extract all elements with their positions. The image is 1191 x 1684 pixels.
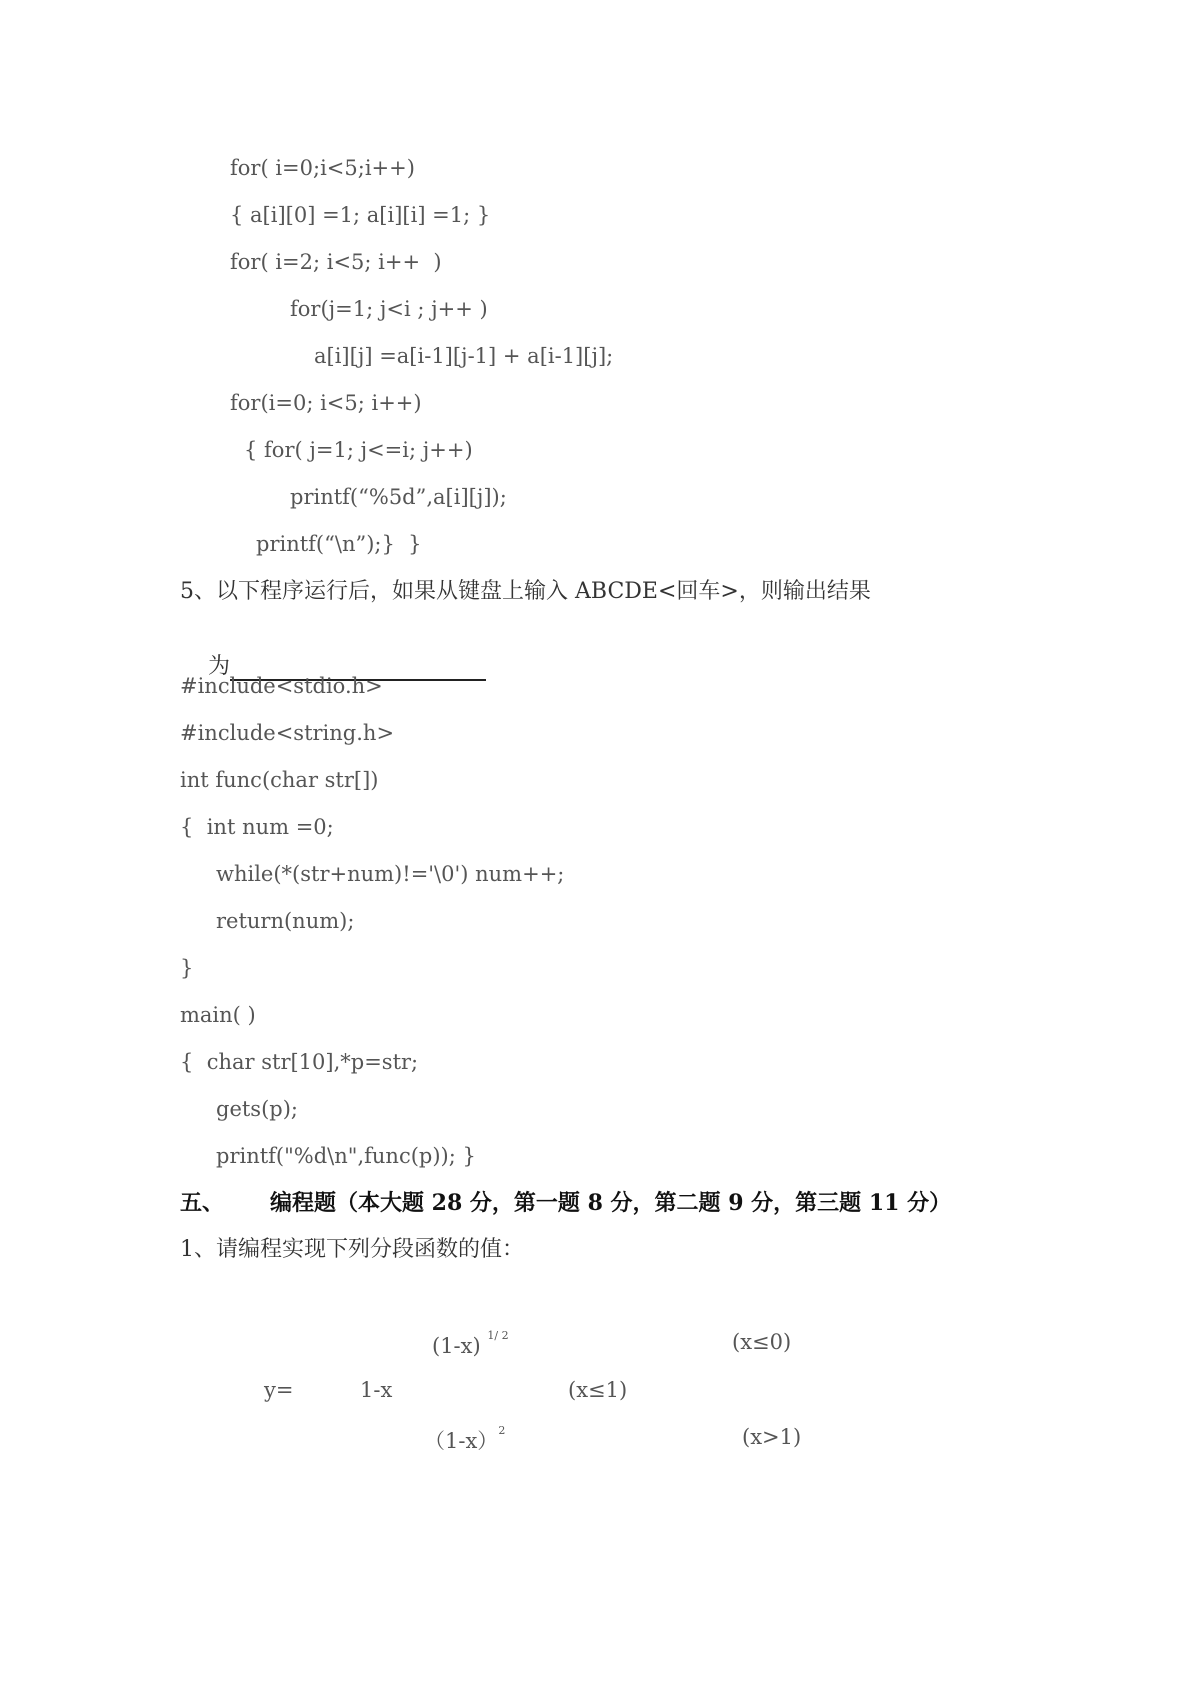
row-3-exponent: 2 [498,1424,506,1437]
piecewise-y-label: y= [264,1378,294,1402]
piecewise-row-2-cond: (x≤1) [568,1378,628,1402]
code-line: { for( j=1; j<=i; j++) [244,438,473,462]
code-line: for( i=0;i<5;i++) [230,156,415,180]
row-3-expression: （1-x） [424,1429,499,1453]
code-line: #include<stdio.h> [180,674,383,698]
code-line: printf(“\n”);} } [256,532,422,556]
row-1-expression: (1-x) [432,1334,481,1358]
section-title: 编程题（本大题 28 分，第一题 8 分，第二题 9 分，第三题 11 分） [270,1190,952,1216]
code-line: { char str[10],*p=str; [180,1050,419,1074]
code-line: #include<string.h> [180,721,395,745]
code-line: printf("%d\n",func(p)); } [216,1144,476,1168]
code-line: main( ) [180,1003,256,1027]
question-5-text: 5、以下程序运行后，如果从键盘上输入 ABCDE<回车>，则输出结果 [180,579,871,604]
code-line: for( i=2; i<5; i++ ) [230,250,442,274]
piecewise-row-1-expr [432,1328,509,1360]
code-line: printf(“%5d”,a[i][j]); [290,485,507,509]
code-line: return(num); [216,909,355,933]
piecewise-row-3-cond: (x>1) [742,1425,802,1449]
piecewise-row-3-expr [424,1423,505,1455]
code-line: int func(char str[]) [180,768,379,792]
piecewise-row-2-expr: 1-x [360,1378,393,1402]
section-number: 五、 [180,1190,225,1216]
code-line: for(j=1; j<i ; j++ ) [290,297,488,321]
question-1-text: 1、请编程实现下列分段函数的值： [180,1237,524,1262]
code-line: for(i=0; i<5; i++) [230,391,422,415]
question-5-prefix: 为 [207,654,230,679]
piecewise-row-1-cond: (x≤0) [732,1330,792,1354]
code-line: } [180,956,194,980]
code-line: { a[i][0] =1; a[i][i] =1; } [230,203,491,227]
code-line: while(*(str+num)!='\0') num++; [216,862,565,886]
code-line: a[i][j] =a[i-1][j-1] + a[i-1][j]; [314,344,614,368]
row-1-exponent: 1/ 2 [487,1329,509,1342]
code-line: { int num =0; [180,815,334,839]
code-line: gets(p); [216,1097,298,1121]
